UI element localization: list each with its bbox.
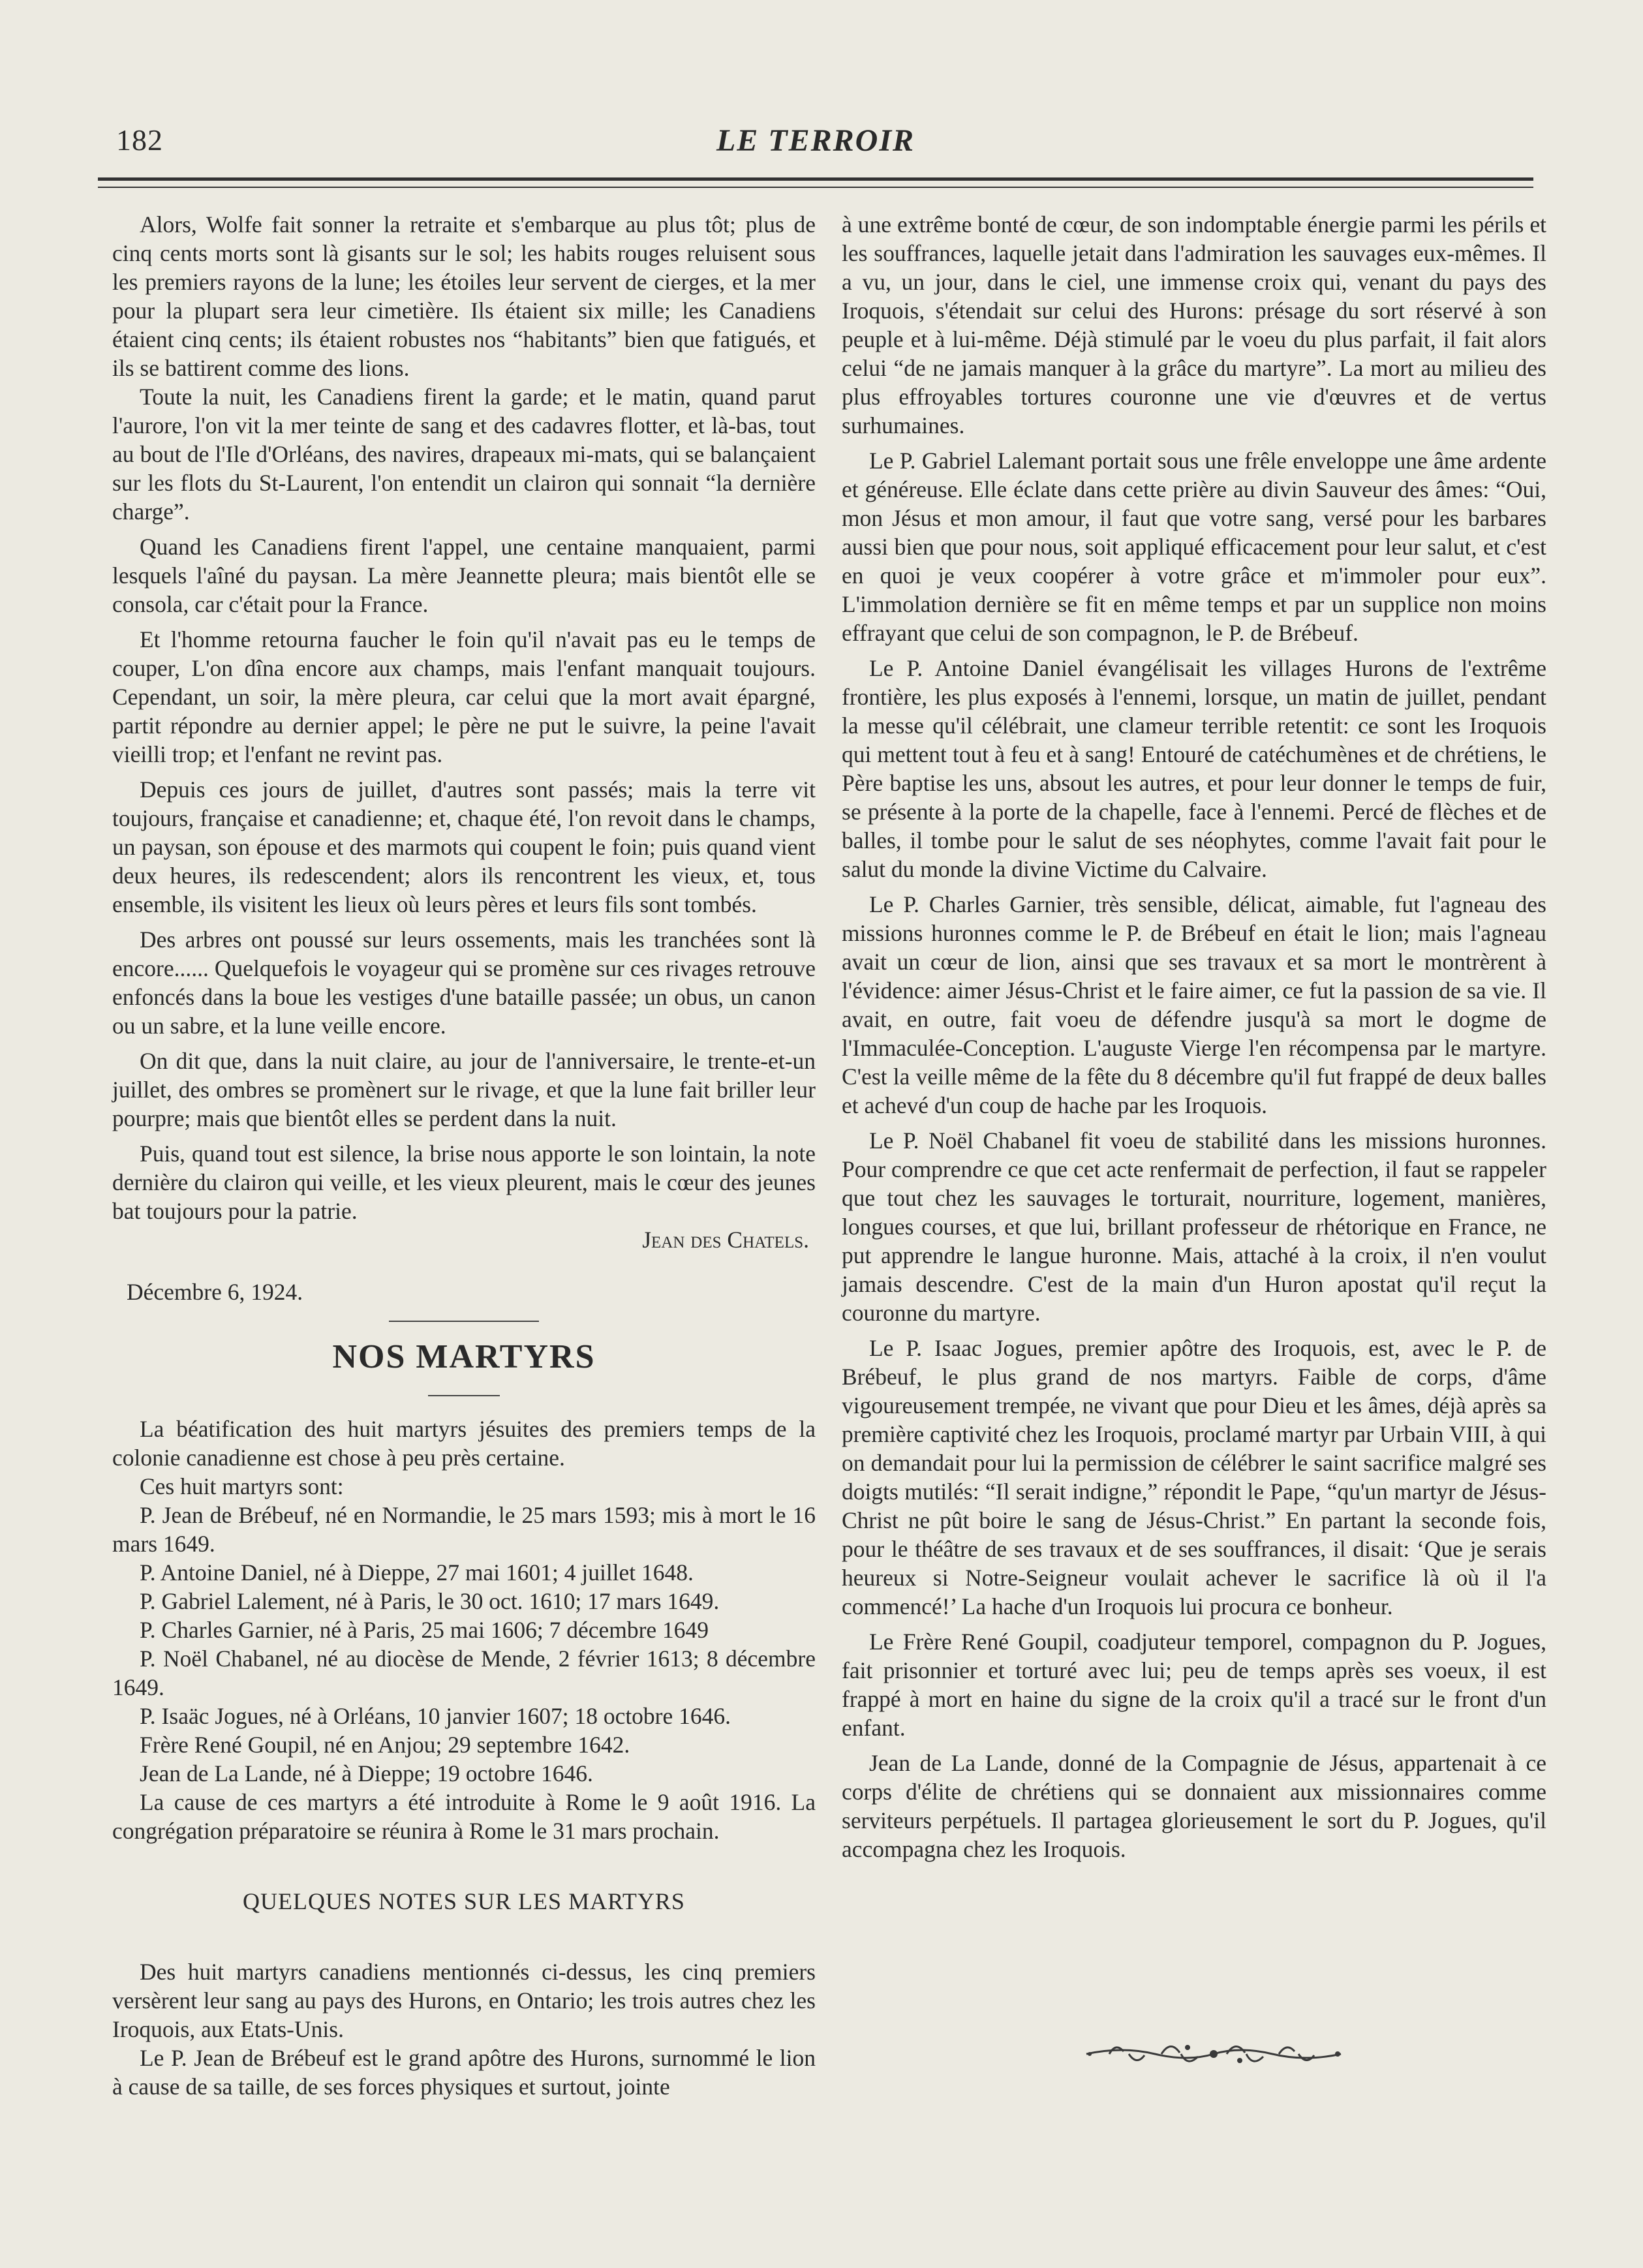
header-rule-thin [98,187,1533,188]
martyrs-list [112,1472,816,1845]
notes-paragraph: Le P. Jean de Brébeuf est le grand apôtre des Hurons, surnommé le lion à cause de sa taille, de ses forces physiques et surtout, jointe [112,2044,816,2100]
article-paragraph: Le P. Noël Chabanel fit voeu de stabilité dans les missions huronnes. Pour comprendre ce que cet acte renfermait de perfection, il faut se rappeler que tout chez les sauvages le torturait, nourriture, logement, manières, longues courses, et que lui, brillant professeur de rhétorique en France, ne put apprendre le langue huronne. Mais, attaché à la croix, il n'en voulut jamais descendre. C'est de la main d'un Huron apostat qu'il reçut la couronne du martyre. [842,1127,1546,1326]
story-paragraph: Quand les Canadiens firent l'appel, une centaine manquaient, parmi lesquels l'aîné du paysan. La mère Jeannette pleura; mais bientôt elle se consola, car c'était pour la France. [112,534,816,617]
page-number: 182 [116,123,163,157]
right-column [842,210,1546,1863]
story-paragraph: Et l'homme retourna faucher le foin qu'il n'avait pas eu le temps de couper, L'on dîna encore aux champs, mais l'enfant manquait toujours. Cependant, un soir, la mère pleura, car celui que la mort avait épargné, partit répondre au dernier appel; le père ne put le suivre, la peine l'avait vieilli trop; et l'enfant ne revint pas. [112,626,816,767]
article-paragraph: Jean de La Lande, donné de la Compagnie de Jésus, appartenait à ce corps d'élite de chrétiens qui se donnaient aux missionnaires comme serviteurs perpétuels. Il partagea glorieusement le sort du P. Jogues, qu'il accompagna chez les Iroquois. [842,1750,1546,1862]
article-paragraph: Le P. Gabriel Lalemant portait sous une frêle enveloppe une âme ardente et généreuse. Elle éclate dans cette prière au divin Sauveur des âmes: “Oui, mon Jésus et mon amour, il faut que votre sang, versé pour les barbares aussi bien que pour nous, soit appliqué efficacement pour leur salut, et c'est en quoi je veux coopérer à votre grâce et m'immoler pour eux”. L'immolation dernière se fit en même temps et par un supplice non moins effrayant que celui de son compagnon, le P. de Brébeuf. [842,448,1546,646]
section-divider [389,1321,539,1322]
article-paragraph: Le P. Charles Garnier, très sensible, délicat, aimable, fut l'agneau des missions huronnes comme le P. de Brébeuf en était le lion; mais l'agneau avait un cœur de lion, ainsi que ses travaux et sa mort le montrèrent à l'évidence: aimer Jésus-Christ et le faire aimer, ce fut la passion de sa vie. Il avait, en outre, fait voeu de défendre jusqu'à sa mort le dogme de l'Immaculée-Conception. L'auguste Vierge l'en récompensa par le martyre. C'est la veille même de la fête du 8 décembre qu'il fut frappé de deux balles et achevé d'un coup de hache par les Iroquois. [842,891,1546,1118]
article-paragraph: Le P. Antoine Daniel évangélisait les villages Hurons de l'extrême frontière, les plus exposés à l'ennemi, lorsque, un matin de juillet, pendant la messe qu'il célébrait, une clameur terrible retentit: ce sont les Iroquois qui mettent tout à feu et à sang! Entouré de catéchumènes et de chrétiens, le Père baptise les uns, absout les autres, et pour leur donner le temps de fuir, se présente à la porte de la chapelle, face à l'ennemi. Percé de flèches et de balles, il tombe pour le salut de ses néophytes, comme l'avait fait pour le salut du monde la divine Victime du Calvaire. [842,655,1546,882]
list-item: P. Gabriel Lalement, né à Paris, le 30 oct. 1610; 17 mars 1649. [140,1587,720,1614]
notes-paragraph: Des huit martyrs canadiens mentionnés ci-dessus, les cinq premiers versèrent leur sang au pays des Hurons, en Ontario; les trois autres chez les Iroquois, aux Etats-Unis. [112,1958,816,2042]
subsection-title: QUELQUES NOTES SUR LES MARTYRS [243,1888,685,1914]
floral-ornament-icon [1083,2034,1344,2074]
story-paragraph: Des arbres ont poussé sur leurs ossements, mais les tranchées sont là encore...... Quelquefois le voyageur qui se promène sur ces rivages retrouve enfoncés dans la boue les vestiges d'une bataille passée; un obus, un canon ou un sabre, et la lune veille encore. [112,927,816,1039]
cause-paragraph: La cause de ces martyrs a été introduite à Rome le 9 août 1916. La congrégation préparatoire se réunira à Rome le 31 mars prochain. [112,1788,816,1844]
intro-paragraph: La béatification des huit martyrs jésuites des premiers temps de la colonie canadienne est chose à peu près certaine. [112,1415,816,1471]
section-title: NOS MARTYRS [332,1338,596,1375]
list-item: P. Jean de Brébeuf, né en Normandie, le 25 mars 1593; mis à mort le 16 mars 1649. [112,1501,816,1557]
list-intro: Ces huit martyrs sont: [140,1473,344,1499]
article-paragraph: Le Frère René Goupil, coadjuteur temporel, compagnon du P. Jogues, fait prisonnier et torturé avec lui; peu de temps après ses voeux, il est frappé à mort en haine du signe de la croix qu'il a tracé sur le front d'un enfant. [842,1629,1546,1741]
story-paragraph: Puis, quand tout est silence, la brise nous apporte le son lointain, la note dernière du clairon qui veille, et les vieux pleurent, mais le cœur des jeunes bat toujours pour la patrie. [112,1141,816,1224]
title-underline [428,1395,500,1396]
date-line: Décembre 6, 1924. [127,1278,303,1305]
list-item: P. Isaäc Jogues, né à Orléans, 10 janvier 1607; 18 octobre 1646. [140,1702,731,1729]
article-paragraph: Le P. Isaac Jogues, premier apôtre des Iroquois, est, avec le P. de Brébeuf, le plus grand de nos martyrs. Faible de corps, d'âme vigoureusement trempée, ne vivant que pour Dieu et les âmes, déjà après sa première captivité chez les Iroquois, proclamé martyr par Urbain VIII, à qui on demandait pour lui la permission de célébrer le saint sacrifice malgré ses doigts mutilés: “Il serait indigne,” répondit le Pape, “qu'un martyr de Jésus-Christ ne pût boire le sang de Jésus-Christ.” En partant la seconde fois, pour le théâtre de ses travaux et de ses souffrances, il disait: ‘Que je serais heureux si Notre-Seigneur voulait achever le sacrifice là où il l'a commencé!’ La hache d'un Iroquois lui procura ce bonheur. [842,1335,1546,1619]
left-column [112,210,816,2101]
story-paragraph: Depuis ces jours de juillet, d'autres sont passés; mais la terre vit toujours, française et canadienne; et, chaque été, l'on revoit dans le champs, un paysan, son épouse et des marmots qui coupent le foin; puis quand vient deux heures, ils redescendent; alors ils rencontrent les vieux, et, tous ensemble, ils visitent les lieux où leurs pères et leurs fils sont tombés. [112,776,816,917]
story-paragraph: Alors, Wolfe fait sonner la retraite et s'embarque au plus tôt; plus de cinq cents morts sont là gisants sur le sol; les habits rouges reluisent sous les premiers rayons de la lune; les étoiles leur servent de cierges, et la mer pour la plupart sera leur cimetière. Ils étaient six mille; les Canadiens étaient cinq cents; ils étaient robustes nos “habitants” bien que fatigués, et ils se battirent comme des lions. [112,211,816,381]
signature: Jean des Chatels. [642,1227,809,1253]
running-title: LE TERROIR [716,123,915,158]
list-item: Jean de La Lande, né à Dieppe; 19 octobre 1646. [140,1760,593,1786]
list-item: P. Antoine Daniel, né à Dieppe, 27 mai 1601; 4 juillet 1648. [140,1559,694,1586]
list-item: P. Charles Garnier, né à Paris, 25 mai 1606; 7 décembre 1649 [140,1616,709,1643]
list-item: P. Noël Chabanel, né au diocèse de Mende, 2 février 1613; 8 décembre 1649. [112,1645,816,1700]
article-paragraph: à une extrême bonté de cœur, de son indomptable énergie parmi les périls et les souffrances, laquelle jetait dans l'admiration les sauvages eux-mêmes. Il a vu, un jour, dans le ciel, une immense croix qui, venant du pays des Iroquois, s'étendait sur celui des Hurons: présage du sort réservé à son peuple et à lui-même. Déjà stimulé par le voeu du plus parfait, il fait alors celui “de ne jamais manquer à la grâce du martyre”. La mort au milieu des plus effroyables tortures couronne une vie d'œuvres et de vertus surhumaines. [842,211,1546,438]
story-paragraph: Toute la nuit, les Canadiens firent la garde; et le matin, quand parut l'aurore, l'on vit la mer teinte de sang et des cadavres flotter, et là-bas, tout au bout de l'Ile d'Orléans, des navires, drapeaux mi-mats, qui se balançaient sur les flots du St-Laurent, l'on entendit un clairon qui sonnait “la dernière charge”. [112,384,816,525]
header-rule-thick [98,177,1533,181]
page-header [98,116,1533,168]
list-item: Frère René Goupil, né en Anjou; 29 septembre 1642. [140,1731,630,1758]
story-paragraph: On dit que, dans la nuit claire, au jour de l'anniversaire, le trente-et-un juillet, des ombres se promènert sur le rivage, et que la lune fait briller leur pourpre; mais que bientôt elles se perdent dans la nuit. [112,1048,816,1131]
